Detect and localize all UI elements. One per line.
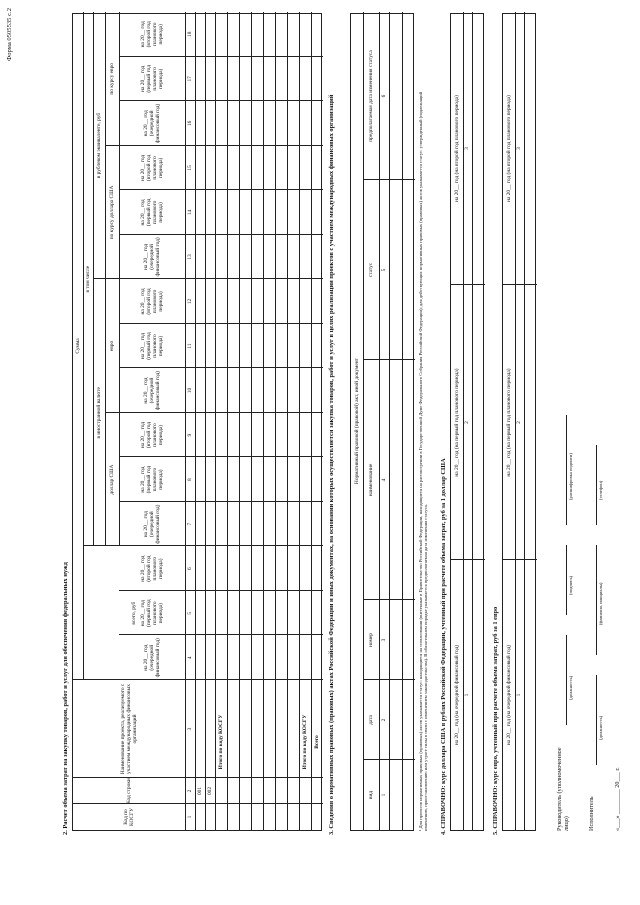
executor-phone-caption: (телефон) — [598, 480, 603, 500]
column-number: 10 — [186, 387, 193, 394]
usd-rate-table — [450, 13, 484, 831]
rub-equivalent-header: в рублевом эквиваленте, руб — [95, 112, 102, 179]
executor-name-caption: (фамилия, инициалы) — [598, 582, 603, 625]
year-column-header: на 20__ год (второй год планового периода) — [139, 422, 165, 449]
year-column-header: на 20__ год (второй год планового периода) — [139, 555, 165, 582]
rate-column-header: на 20__ год (на второй год планового периода) — [453, 95, 460, 202]
column-number: 9 — [186, 433, 193, 437]
column-number: 2 — [186, 789, 193, 793]
acts-column-header: дата — [367, 715, 374, 725]
acts-column-header: вид — [367, 790, 374, 800]
column-number: 14 — [186, 209, 193, 216]
row-code: 002 — [206, 786, 213, 796]
year-column-header: на 20__ год (первый год планового периода) — [139, 198, 165, 227]
column-number: 13 — [186, 254, 193, 260]
head-decoding-caption: (расшифровка подписи) — [568, 453, 573, 500]
year-column-header: на 20__ год (второй год планового периода) — [139, 21, 165, 48]
rate-column-header: на 20__ год (на очередной финансовый год) — [453, 644, 460, 746]
year-column-header: на 20__ год (очередной финансовый год) — [142, 103, 162, 143]
year-column-header: на 20__ год (первый год планового периода) — [139, 332, 165, 360]
column-number: 5 — [186, 611, 193, 615]
row-code: 001 — [196, 786, 203, 796]
head-signature-caption: (подпись) — [568, 575, 573, 595]
column-number: 2 — [516, 421, 523, 424]
year-column-header: на 20__ год (второй год планового периода) — [139, 154, 165, 181]
year-column-header: на 20__ год (очередной финансовый год) — [142, 237, 162, 277]
by-usd-rate-header: по курсу доллара США — [108, 185, 115, 240]
kosgu-total-label: Итого по коду КОСГУ — [301, 714, 308, 770]
column-number: 5 — [380, 268, 387, 272]
column-number: 1 — [464, 693, 471, 697]
acts-column-header: номер — [367, 633, 374, 647]
year-column-header: на 20__ год (первый год планового периода) — [139, 599, 165, 627]
year-column-header: на 20__ год (очередной финансовый год) — [142, 370, 162, 411]
section3-title: 3. Сведения о нормативных правовых (правовых) актах Российской Федерации и иных документах, на основании которых осуществляется закупка товаров, работ и услуг в целях реализации проектов с участием международных финансовых организаций — [328, 94, 335, 835]
column-number: 16 — [186, 120, 193, 127]
column-number: 7 — [186, 522, 193, 526]
rate-column-header: на 20__ год (на очередной финансовый год) — [505, 644, 512, 746]
total-rub-header: всего, руб — [130, 601, 137, 625]
column-number: 6 — [186, 567, 193, 571]
acts-column-header: предполагаемая дата изменения статуса — [367, 50, 374, 142]
by-eur-rate-header: по курсу евро — [108, 63, 115, 95]
rate-column-header: на 20__ год (на второй год планового периода) — [505, 95, 512, 202]
legal-acts-table — [350, 13, 414, 831]
column-number: 11 — [186, 343, 193, 349]
year-column-header: на 20__ год (второй год планового периода) — [139, 288, 165, 315]
executor-position-caption: (должность) — [598, 715, 603, 740]
head-label: Руководитель (уполномоченное лицо) — [556, 747, 571, 831]
executor-label: Исполнитель — [588, 796, 595, 831]
rate-column-header: на 20__ год (на первый год планового периода) — [453, 368, 460, 477]
including-header: в том числе — [84, 265, 91, 293]
column-number: 15 — [186, 165, 193, 171]
signature-date: «___» ________ 20___ г. — [614, 767, 621, 831]
column-number: 3 — [516, 147, 523, 150]
column-number: 17 — [186, 76, 193, 82]
head-position-caption: (должность) — [568, 675, 573, 700]
column-number: 6 — [380, 94, 387, 98]
eur-rate-table — [502, 13, 536, 831]
form-code: Форма 0505535 с.2 — [6, 8, 13, 62]
acts-group-header: Нормативный правовой (правовой) акт, иной документ — [353, 357, 360, 485]
cost-calculation-table — [72, 13, 322, 831]
eur-header: евро — [108, 340, 115, 352]
column-number: 4 — [186, 656, 193, 660]
column-number: 4 — [380, 478, 387, 482]
column-number: 8 — [186, 478, 193, 481]
column-number: 12 — [186, 298, 193, 305]
footnote: ¹ Для проектов нормативных правовых (правовых) актов указывается статус: находящиеся на согласовании (внесенные в Правительство Российской Федерации, находящиеся на рассмотрении в Государственной Думе Федерального Собрания Российской Федерации); для действующих нормативных правовых (правовых) актов указывается статус: утвержденный (подлежащий изменению, приостановлению или утрате силы в связи с изменением законодательства). В обязательном порядке указывается предполагаемая дата изменения статуса. — [418, 91, 429, 831]
column-number: 3 — [380, 638, 387, 642]
column-number: 3 — [186, 727, 193, 731]
year-column-header: на 20__ год (первый год планового периода) — [139, 465, 165, 494]
project-name-header: Наименование проекта, реализуемого с участием международных финансовых организаций — [119, 683, 139, 775]
subtotal-label: Итого по коду КОСГУ — [217, 714, 224, 770]
column-number: 1 — [380, 793, 387, 797]
column-number: 2 — [464, 421, 471, 424]
column-number: 3 — [464, 147, 471, 150]
section4-title: 4. СПРАВОЧНО: курс доллара США в рублях Российской Федерации, учтенный при расчете объема затрат, руб за 1 доллар США — [440, 458, 447, 835]
year-column-header: на 20__ год (очередной финансовый год) — [142, 638, 162, 678]
year-column-header: на 20__ год (очередной финансовый год) — [142, 504, 162, 544]
acts-column-header: статус — [367, 262, 374, 278]
column-number: 1 — [186, 815, 193, 819]
kosgu-header: Код по КОСГУ — [122, 808, 135, 826]
section5-title: 5. СПРАВОЧНО: курс евро, учтенный при расчете объема затрат, руб за 1 евро — [492, 606, 499, 835]
column-number: 2 — [380, 718, 387, 722]
section2-title: 2. Расчет объема затрат на закупку товаров, работ и услуг для обеспечения федеральных нужд — [62, 562, 69, 835]
summa-header: Сумма — [74, 338, 81, 354]
year-column-header: на 20__ год (первый год планового периода) — [139, 65, 165, 93]
line-code-header: Код строки — [125, 778, 132, 804]
column-number: 1 — [516, 693, 523, 697]
column-number: 18 — [186, 31, 193, 37]
usd-header: доллар США — [108, 464, 115, 495]
acts-column-header: наименование — [367, 463, 374, 497]
foreign-currency-header: в иностранной валюте — [95, 387, 102, 439]
rate-column-header: на 20__ год (на первый год планового периода) — [505, 368, 512, 477]
grand-total-label: Всего — [313, 735, 320, 749]
